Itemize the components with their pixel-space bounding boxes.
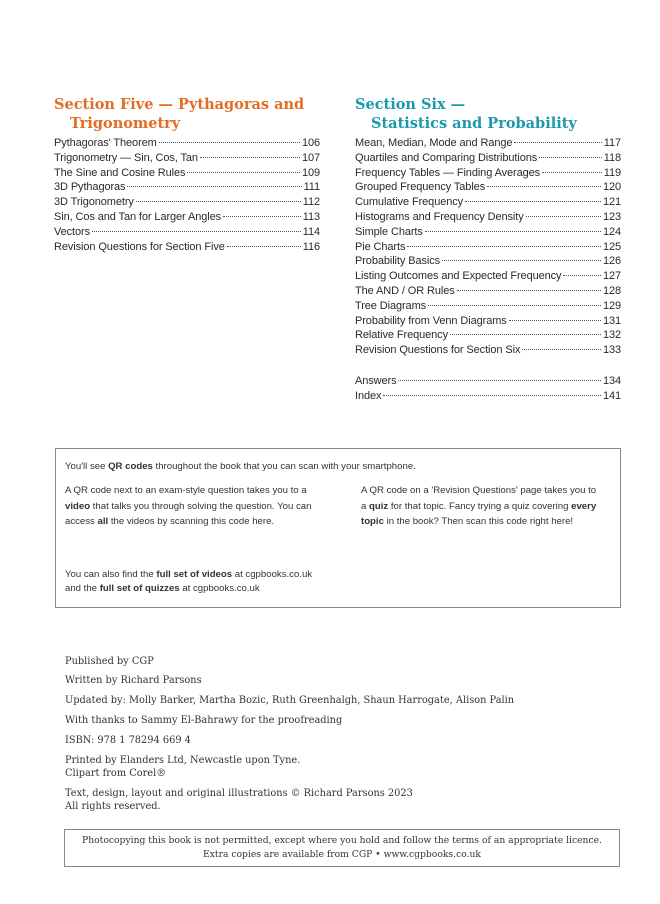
toc-entry-title: Trigonometry — Sin, Cos, Tan (54, 151, 198, 164)
toc-entry-title: Pythagoras' Theorem (54, 137, 157, 149)
qr-video-part: A QR code next to an exam-style question takes you to a (65, 485, 307, 496)
toc-dot-leader (136, 201, 301, 202)
toc-entry-title: Listing Outcomes and Expected Frequency (355, 270, 562, 283)
toc-entry (54, 226, 320, 241)
updated-by: Updated by: Molly Barker, Martha Bozic, Ruth Greenhalgh, Shaun Harrogate, Alison Palin (65, 695, 515, 706)
toc-dot-leader (92, 231, 301, 232)
toc-entry-page: 119 (603, 166, 621, 179)
toc-dot-leader (227, 246, 301, 247)
toc-dot-leader (159, 142, 300, 143)
section-six-title-line2: Statistics and Probability (371, 115, 577, 132)
all-rights-reserved: All rights reserved. (65, 801, 161, 812)
isbn: ISBN: 978 1 78294 669 4 (65, 735, 191, 746)
toc-entry-page: 117 (603, 137, 621, 149)
published-by: Published by CGP (65, 656, 154, 667)
toc-entry (355, 329, 621, 344)
toc-dot-leader (522, 349, 601, 350)
toc-entry-title: Relative Frequency (355, 329, 448, 342)
qr-full-videos-part: You can also find the (65, 569, 157, 580)
qr-full-quizzes-bold: full set of quizzes (99, 583, 180, 594)
toc-entry-page: 125 (602, 240, 621, 253)
proofreading-thanks: With thanks to Sammy El-Bahrawy for the proofreading (65, 715, 343, 726)
toc-entry-title: Histograms and Frequency Density (355, 210, 524, 223)
qr-quiz-bold: quiz (369, 500, 389, 512)
toc-dot-leader (514, 142, 601, 143)
toc-dot-leader (563, 275, 600, 276)
toc-entry-page: 132 (602, 329, 621, 342)
toc-dot-leader (509, 320, 601, 321)
toc-entry-page: 116 (302, 240, 320, 253)
toc-dot-leader (425, 231, 601, 232)
toc-dot-leader (539, 157, 602, 158)
toc-entry-page: 124 (602, 225, 621, 238)
section-five-title-line2: Trigonometry (70, 115, 181, 132)
section-six-title-line1: Section Six — (355, 96, 466, 113)
section-six-title (355, 95, 577, 133)
toc-entry-title: Revision Questions for Section Five (54, 240, 225, 253)
toc-entry-page: 123 (602, 210, 621, 223)
toc-entry (355, 181, 621, 196)
qr-full-videos-part: at cgpbooks.co.uk (232, 569, 313, 580)
toc-entry-page: 118 (603, 151, 621, 164)
qr-video-part: that talks you through solving the question. You can access (65, 500, 312, 527)
toc-entry (355, 196, 621, 211)
toc-entry (54, 196, 320, 211)
toc-dot-leader (200, 157, 300, 158)
toc-entry-title: Quartiles and Comparing Distributions (355, 151, 538, 164)
answers-index-contents (355, 375, 621, 405)
toc-dot-leader (526, 216, 601, 217)
qr-quiz-part: A QR code on a 'Revision Questions' page takes you to a (361, 485, 597, 512)
photocopying-notice-line2: Extra copies are available from CGP • www.cgpbooks.co.uk (202, 849, 481, 860)
qr-full-quizzes-part: and the (65, 583, 100, 594)
copyright: Text, design, layout and original illustrations © Richard Parsons 2023 (65, 788, 413, 799)
toc-entry-title: The AND / OR Rules (355, 284, 455, 297)
toc-dot-leader (428, 305, 601, 306)
toc-entry-page: 112 (302, 196, 320, 209)
toc-entry (54, 241, 320, 256)
toc-entry (355, 137, 621, 152)
toc-entry-page: 121 (602, 196, 621, 209)
toc-dot-leader (465, 201, 601, 202)
qr-video-part: the videos by scanning this code here. (108, 516, 275, 527)
toc-entry-title: Index (355, 389, 382, 402)
qr-full-set-text (65, 568, 312, 596)
toc-dot-leader (450, 334, 601, 335)
written-by: Written by Richard Parsons (65, 675, 202, 686)
toc-dot-leader (398, 380, 600, 381)
qr-quiz-part: for that topic. Fancy trying a quiz covering (388, 500, 572, 512)
qr-full-videos-bold: full set of videos (156, 569, 233, 580)
toc-dot-leader (442, 260, 601, 261)
toc-entry-page: 126 (602, 255, 621, 268)
toc-entry (355, 390, 621, 405)
qr-intro-text (65, 461, 416, 472)
qr-code-info-box (55, 448, 621, 608)
qr-video-bold: all (97, 516, 109, 527)
toc-entry (54, 137, 320, 152)
toc-entry-page: 129 (602, 299, 621, 312)
qr-intro-bold: QR codes (108, 461, 153, 472)
toc-entry (355, 375, 621, 390)
toc-dot-leader (407, 246, 601, 247)
section-five-contents (54, 137, 320, 255)
toc-dot-leader (127, 186, 301, 187)
toc-entry-title: Grouped Frequency Tables (355, 181, 486, 194)
toc-entry-title: Answers (355, 375, 397, 387)
toc-entry-page: 109 (301, 166, 320, 179)
toc-entry (54, 211, 320, 226)
toc-entry-title: 3D Pythagoras (54, 181, 126, 194)
toc-entry-page: 113 (302, 210, 320, 223)
printed-by: Printed by Elanders Ltd, Newcastle upon Tyne. (65, 755, 301, 766)
toc-entry (54, 152, 320, 167)
toc-entry (355, 241, 621, 256)
qr-quiz-text (361, 483, 601, 530)
qr-intro-part: You'll see (65, 461, 109, 472)
toc-dot-leader (187, 172, 300, 173)
qr-video-bold: video (65, 500, 91, 512)
section-six-contents (355, 137, 621, 359)
toc-dot-leader (487, 186, 601, 187)
toc-dot-leader (542, 172, 602, 173)
toc-entry-page: 134 (602, 375, 621, 387)
toc-entry (355, 152, 621, 167)
toc-entry (355, 255, 621, 270)
section-five-title (54, 95, 304, 133)
toc-entry-page: 131 (602, 314, 621, 327)
toc-entry (355, 226, 621, 241)
toc-entry (355, 315, 621, 330)
qr-full-quizzes-part: at cgpbooks.co.uk (179, 583, 260, 594)
toc-entry (355, 211, 621, 226)
toc-entry (355, 285, 621, 300)
toc-dot-leader (223, 216, 301, 217)
toc-entry-page: 106 (301, 137, 320, 149)
toc-entry-title: The Sine and Cosine Rules (54, 166, 186, 179)
toc-entry (355, 344, 621, 359)
toc-entry (355, 270, 621, 285)
toc-entry-page: 107 (301, 151, 320, 164)
toc-entry-title: Sin, Cos and Tan for Larger Angles (54, 210, 222, 223)
toc-entry-page: 111 (303, 181, 320, 194)
toc-entry-title: Probability from Venn Diagrams (355, 314, 507, 327)
toc-dot-leader (383, 395, 601, 396)
toc-entry-title: Mean, Median, Mode and Range (355, 137, 513, 149)
qr-video-text (65, 483, 315, 530)
toc-entry-page: 120 (602, 181, 621, 194)
toc-entry-page: 127 (602, 270, 621, 283)
toc-entry-title: Simple Charts (355, 225, 423, 238)
toc-entry-page: 128 (602, 284, 621, 297)
toc-entry-page: 133 (602, 344, 621, 357)
toc-entry-title: Tree Diagrams (355, 299, 427, 312)
toc-entry-title: Probability Basics (355, 255, 441, 268)
qr-quiz-part: in the book? Then scan this code right here! (383, 516, 574, 527)
qr-quiz-bold: every topic (361, 500, 597, 527)
toc-entry-page: 141 (602, 389, 621, 402)
toc-entry-title: Frequency Tables — Finding Averages (355, 166, 541, 179)
toc-entry-title: Pie Charts (355, 240, 406, 253)
toc-dot-leader (457, 290, 601, 291)
clipart-credit: Clipart from Corel® (65, 768, 167, 779)
toc-entry-title: 3D Trigonometry (54, 196, 134, 209)
toc-entry (355, 300, 621, 315)
toc-entry (355, 167, 621, 182)
toc-entry (54, 181, 320, 196)
toc-entry-title: Revision Questions for Section Six (355, 344, 521, 357)
toc-entry-title: Cumulative Frequency (355, 196, 464, 209)
photocopying-notice (64, 829, 620, 867)
toc-entry-page: 114 (302, 225, 320, 238)
qr-intro-part: throughout the book that you can scan with your smartphone. (152, 461, 416, 472)
toc-entry (54, 167, 320, 182)
photocopying-notice-line1: Photocopying this book is not permitted, except where you hold and follow the terms of an appropriate licence. (82, 835, 602, 846)
section-five-title-line1: Section Five — Pythagoras and (54, 96, 305, 113)
toc-entry-title: Vectors (54, 225, 90, 238)
